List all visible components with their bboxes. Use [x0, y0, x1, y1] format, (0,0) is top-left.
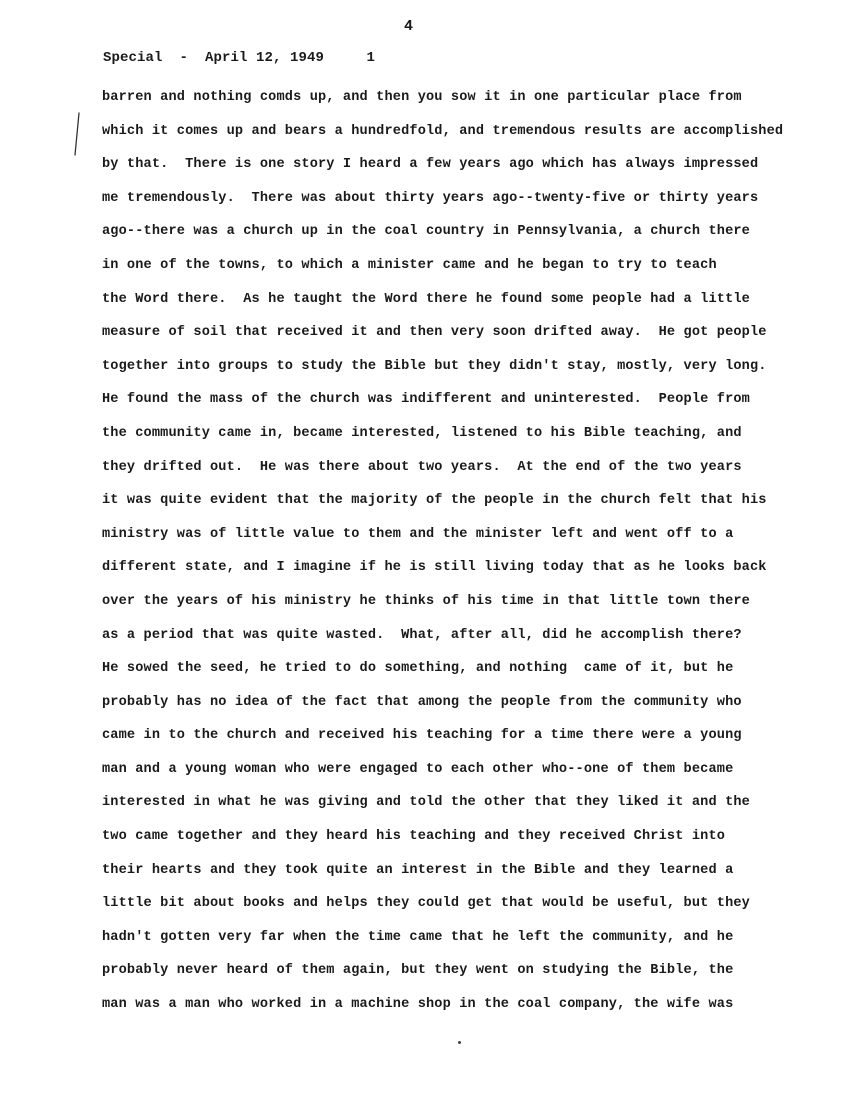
text-line: it was quite evident that the majority of the people in the church felt that his — [102, 493, 767, 509]
text-line: little bit about books and helps they could get that would be useful, but they — [102, 896, 750, 912]
text-line: different state, and I imagine if he is still living today that as he looks back — [102, 560, 767, 576]
text-line: probably has no idea of the fact that among the people from the community who — [102, 694, 742, 710]
text-line: measure of soil that received it and then very soon drifted away. He got people — [102, 325, 767, 341]
text-line: which it comes up and bears a hundredfold, and tremendous results are accomplished — [102, 123, 784, 139]
margin-pencil-mark — [74, 112, 80, 156]
text-line: in one of the towns, to which a minister came and he began to try to teach — [102, 257, 717, 273]
body-text — [102, 88, 822, 1029]
text-line: He found the mass of the church was indifferent and uninterested. People from — [102, 392, 750, 408]
text-line: by that. There is one story I heard a few years ago which has always impressed — [102, 157, 759, 173]
text-line: ago--there was a church up in the coal country in Pennsylvania, a church there — [102, 224, 750, 240]
text-line: the Word there. As he taught the Word there he found some people had a little — [102, 291, 750, 307]
text-line: they drifted out. He was there about two years. At the end of the two years — [102, 459, 742, 475]
text-line: came in to the church and received his teaching for a time there were a young — [102, 728, 742, 744]
text-line: barren and nothing comds up, and then you sow it in one particular place from — [102, 90, 742, 105]
text-line: over the years of his ministry he thinks of his time in that little town there — [102, 593, 750, 609]
text-line: He sowed the seed, he tried to do something, and nothing came of it, but he — [102, 661, 734, 677]
text-line: their hearts and they took quite an interest in the Bible and they learned a — [102, 862, 734, 878]
text-line: interested in what he was giving and told the other that they liked it and the — [102, 795, 750, 811]
text-line: man and a young woman who were engaged to each other who--one of them became — [102, 761, 734, 777]
text-line: ministry was of little value to them and the minister left and went off to a — [102, 526, 734, 542]
text-line: the community came in, became interested, listened to his Bible teaching, and — [102, 425, 742, 441]
text-line: two came together and they heard his teaching and they received Christ into — [102, 829, 726, 845]
text-line: together into groups to study the Bible but they didn't stay, mostly, very long. — [102, 358, 767, 374]
text-line: hadn't gotten very far when the time came that he left the community, and he — [102, 929, 734, 945]
text-line: me tremendously. There was about thirty years ago--twenty-five or thirty years — [102, 190, 759, 206]
page-header: Special - April 12, 1949 1 — [103, 50, 376, 66]
paper-speck — [458, 1041, 461, 1044]
text-line: probably never heard of them again, but they went on studying the Bible, the — [102, 963, 734, 979]
text-line: man was a man who worked in a machine shop in the coal company, the wife was — [102, 997, 734, 1013]
page-number: 4 — [404, 18, 414, 35]
text-line: as a period that was quite wasted. What, after all, did he accomplish there? — [102, 627, 742, 643]
